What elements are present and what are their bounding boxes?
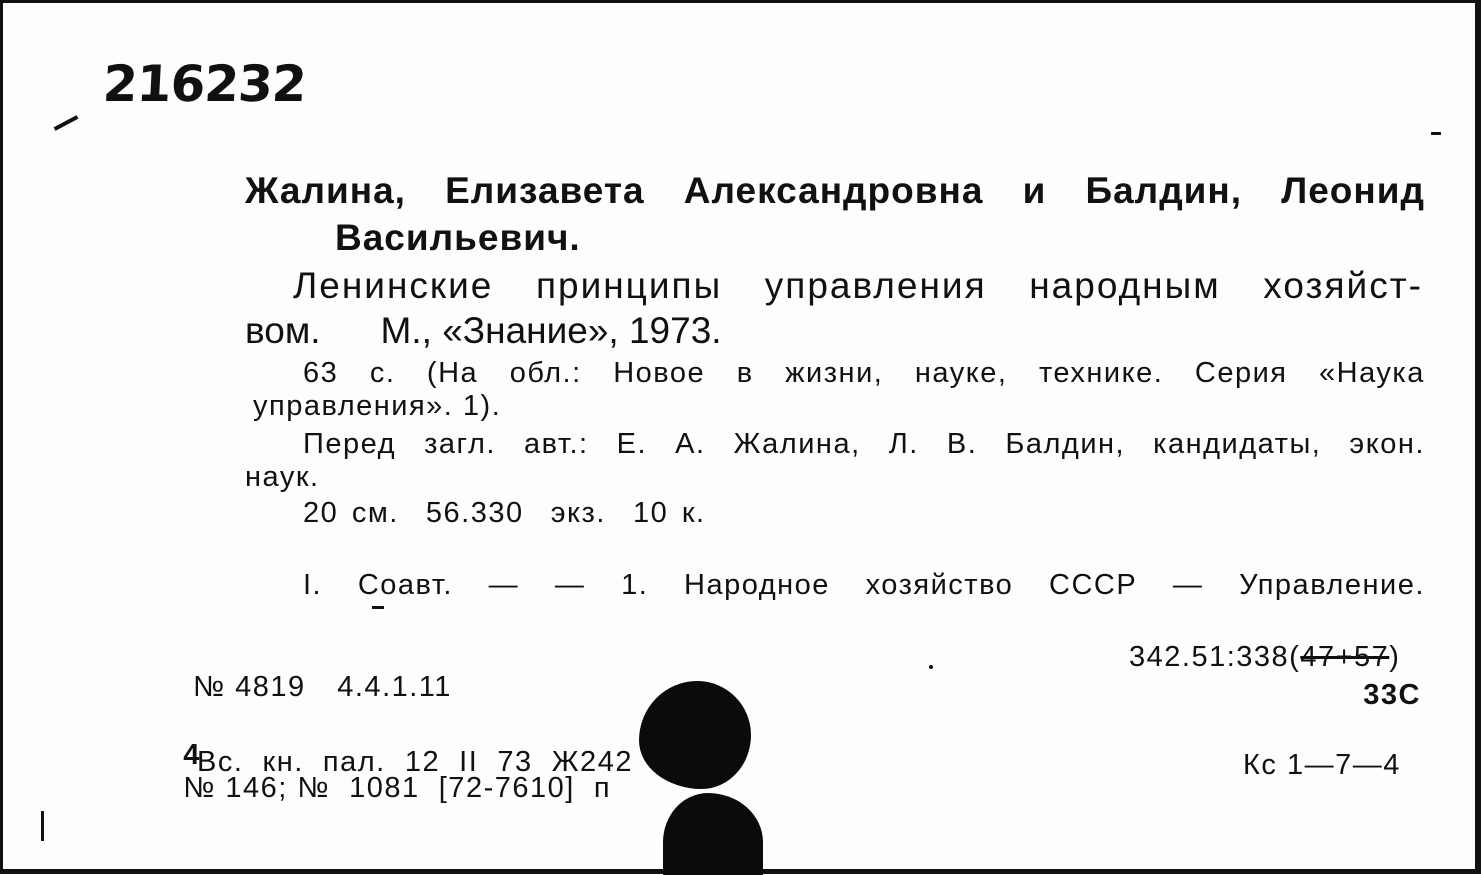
author-line-2: Васильевич. — [335, 217, 581, 258]
class-code: 33С — [1363, 679, 1421, 711]
tracing-word: Управление. — [1239, 569, 1425, 601]
note-word: Балдин, — [1005, 428, 1126, 460]
title-line-2 — [245, 310, 722, 352]
note-line-2: наук. — [245, 461, 320, 493]
collation-word: (На — [426, 357, 479, 389]
ink-mark — [929, 665, 933, 669]
tracing-word: — — [554, 569, 586, 601]
ledger-prefix: 4 — [183, 739, 201, 771]
collation-word: жизни, — [785, 357, 884, 389]
note-word: загл. — [424, 428, 496, 460]
author-word: Александровна — [683, 170, 984, 211]
tracing-word: Народное — [684, 569, 830, 601]
author-word: и — [1022, 170, 1047, 211]
collation-word: 63 — [303, 357, 339, 389]
ks-code: Кс 1—7—4 — [1243, 749, 1401, 781]
ink-mark — [1431, 132, 1441, 135]
ink-mark — [54, 115, 79, 131]
author-word: Елизавета — [445, 170, 645, 211]
tracing-word: СССР — [1049, 569, 1138, 601]
author-line-1 — [245, 170, 1425, 212]
udc-suffix: ) — [1389, 641, 1401, 673]
note-word: Л. — [888, 428, 919, 460]
ink-mark — [372, 606, 384, 609]
note-line-1 — [303, 428, 1425, 461]
ledger-line-1 — [193, 671, 452, 704]
ledger-date: 4.4.1.11 — [337, 671, 452, 703]
tracing-word: 1. — [621, 569, 649, 601]
title-word: хозяйст- — [1263, 265, 1423, 306]
tracing-word: Соавт. — [357, 569, 453, 601]
note-word: В. — [946, 428, 978, 460]
tracing-word: хозяйство — [865, 569, 1014, 601]
note-word: Жалина, — [733, 428, 861, 460]
collation-word: «Наука — [1319, 357, 1425, 389]
ledger-line-3: Вс. кн. пал. 12 II 73 Ж242 — [197, 746, 633, 778]
author-word: Леонид — [1281, 170, 1425, 211]
ink-mark — [41, 811, 44, 841]
author-word: Жалина, — [245, 170, 406, 211]
collation-word: с. — [369, 357, 396, 389]
author-word: Балдин, — [1085, 170, 1243, 211]
collation-word: в — [736, 357, 754, 389]
collation-word: Серия — [1194, 357, 1288, 389]
tracing-word: — — [1172, 569, 1204, 601]
udc-code — [1129, 641, 1400, 674]
collation-word: обл.: — [509, 357, 582, 389]
imprint: М., «Знание», 1973. — [380, 310, 722, 351]
ink-blot — [663, 793, 763, 875]
tracing-word: — — [488, 569, 520, 601]
collation-word: науке, — [914, 357, 1008, 389]
note-word: кандидаты, — [1153, 428, 1322, 460]
collation-word: технике. — [1038, 357, 1164, 389]
title-word: народным — [1029, 265, 1221, 306]
title-word: управления — [764, 265, 987, 306]
physical-description: 20 см. 56.330 экз. 10 к. — [303, 497, 706, 529]
udc-struck: 47+57 — [1300, 641, 1390, 673]
title-line-1 — [293, 265, 1423, 307]
note-word: Перед — [303, 428, 397, 460]
title-end: вом. — [245, 310, 321, 351]
tracing-line — [303, 569, 1425, 602]
ledger-details: № 146; № 1081 [72-7610] п — [183, 772, 612, 804]
title-word: принципы — [535, 265, 723, 306]
ink-blot — [639, 681, 751, 789]
ledger-number: № 4819 — [193, 671, 306, 703]
tracing-word: I. — [303, 569, 323, 601]
collation-word: Новое — [613, 357, 706, 389]
note-word: Е. — [616, 428, 648, 460]
note-word: экон. — [1349, 428, 1425, 460]
note-word: А. — [675, 428, 706, 460]
udc-prefix: 342.51:338( — [1129, 641, 1301, 673]
inventory-number: 216232 — [101, 55, 308, 113]
note-word: авт.: — [523, 428, 589, 460]
collation-line-1 — [303, 357, 1425, 390]
collation-line-2: управления». 1). — [253, 390, 502, 422]
title-word: Ленинские — [293, 265, 494, 306]
